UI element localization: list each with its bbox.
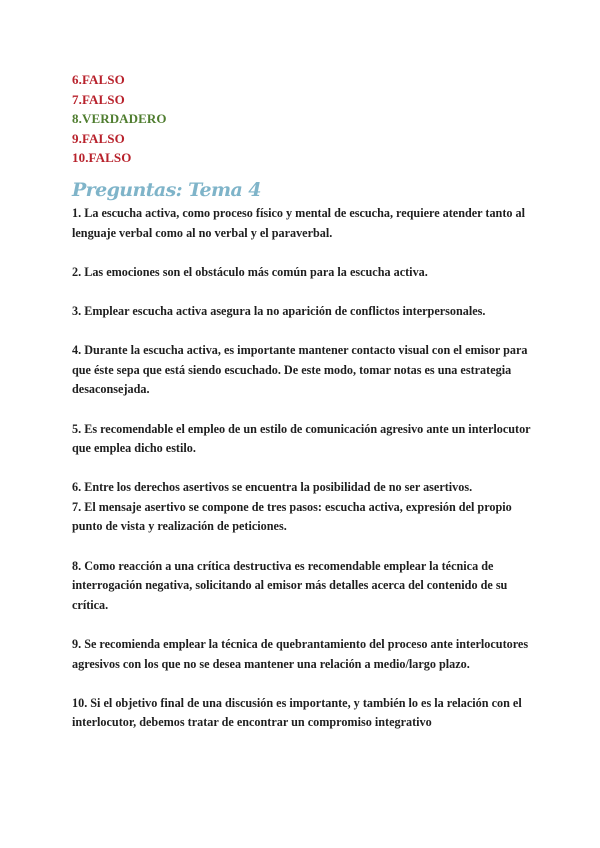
paragraph-gap xyxy=(72,615,542,635)
answer-item: 9.FALSO xyxy=(72,130,125,146)
answer-item: 6.FALSO xyxy=(72,72,125,87)
paragraph-gap xyxy=(72,459,542,479)
question-8: 8. Como reacción a una crítica destructiva es recomendable emplear la técnica de interrogación negativa, solicitando al emisor más detalles acerca del contenido de su crítica. xyxy=(72,558,508,612)
paragraph-gap xyxy=(72,674,542,694)
paragraph-gap xyxy=(72,243,542,263)
question-3: 3. Emplear escucha activa asegura la no aparición de conflictos interpersonales. xyxy=(72,303,486,318)
question-5: 5. Es recomendable el empleo de un estilo de comunicación agresivo ante un interlocutor que emplea dicho estilo. xyxy=(72,421,531,456)
paragraph-gap xyxy=(72,282,542,302)
paragraph-gap xyxy=(72,537,542,557)
question-2: 2. Las emociones son el obstáculo más común para la escucha activa. xyxy=(72,264,428,279)
paragraph-gap xyxy=(72,400,542,420)
question-10: 10. Si el objetivo final de una discusión es importante, y también lo es la relación con el interlocutor, debemos tratar de encontrar un compromiso integrativo xyxy=(72,695,522,730)
answer-item: 7.FALSO xyxy=(72,91,125,107)
answer-list xyxy=(72,70,542,168)
question-4: 4. Durante la escucha activa, es importante mantener contacto visual con el emisor para que éste sepa que está siendo escuchado. De este modo, tomar notas es una estrategia desaconsejada. xyxy=(72,343,528,397)
document-page xyxy=(72,70,542,733)
paragraph-gap xyxy=(72,322,542,342)
question-9: 9. Se recomienda emplear la técnica de quebrantamiento del proceso ante interlocutores agresivos con los que no se desea mantener una relación a medio/largo plazo. xyxy=(72,637,529,671)
answer-item: 8.VERDADERO xyxy=(72,111,167,127)
section-title: Preguntas: Tema 4 xyxy=(72,178,261,201)
question-7: 7. El mensaje asertivo se compone de tres pasos: escucha activa, expresión del propio punto de vista y realización de peticiones. xyxy=(72,499,512,534)
question-list xyxy=(72,204,542,733)
question-6: 6. Entre los derechos asertivos se encuentra la posibilidad de no ser asertivos. xyxy=(72,480,473,495)
question-1: 1. La escucha activa, como proceso físico y mental de escucha, requiere atender tanto al lenguaje verbal como al no verbal y el paraverbal. xyxy=(72,205,526,240)
answer-item: 10.FALSO xyxy=(72,150,132,166)
